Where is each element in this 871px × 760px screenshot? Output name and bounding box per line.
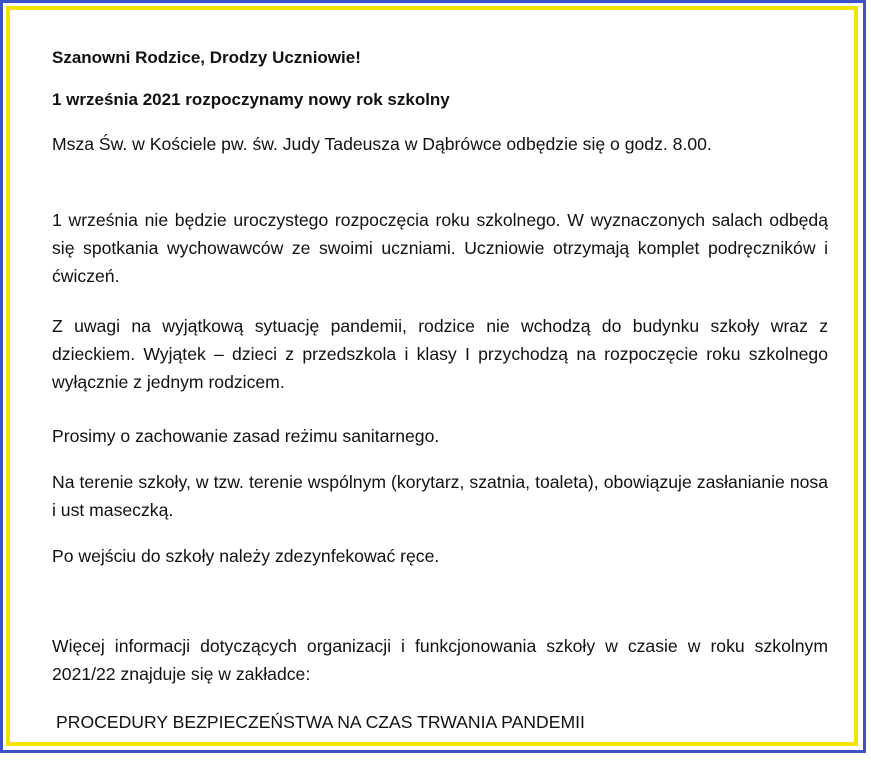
disinfect-paragraph: Po wejściu do szkoły należy zdezynfekować ręce. xyxy=(52,546,440,566)
school-year-heading: 1 września 2021 rozpoczynamy nowy rok szkolny xyxy=(52,90,450,109)
masks-paragraph: Na terenie szkoły, w tzw. terenie wspólnym (korytarz, szatnia, toaleta), obowiązuje zasłanianie nosa i ust maseczką. xyxy=(52,472,828,520)
mass-paragraph: Msza Św. w Kościele pw. św. Judy Tadeusza w Dąbrówce odbędzie się o godz. 8.00. xyxy=(52,134,712,154)
more-info-paragraph: Więcej informacji dotyczących organizacji i funkcjonowania szkoły w czasie w roku szkolnym 2021/22 znajduje się w zakładce: xyxy=(52,636,828,684)
procedures-tab-link[interactable]: PROCEDURY BEZPIECZEŃSTWA NA CZAS TRWANIA PANDEMII xyxy=(56,712,585,732)
sanitary-paragraph: Prosimy o zachowanie zasad reżimu sanitarnego. xyxy=(52,426,440,446)
meetings-paragraph: 1 września nie będzie uroczystego rozpoczęcia roku szkolnego. W wyznaczonych salach odbędą się spotkania wychowawców ze swoimi uczniami. Uczniowie otrzymają komplet podręczników i ćwiczeń. xyxy=(52,210,828,286)
pandemic-entry-paragraph: Z uwagi na wyjątkową sytuację pandemii, rodzice nie wchodzą do budynku szkoły wraz z dzieckiem. Wyjątek – dzieci z przedszkola i klasy I przychodzą na rozpoczęcie roku szkolnego wyłącznie z jednym rodzicem. xyxy=(52,316,828,392)
greeting-heading: Szanowni Rodzice, Drodzy Uczniowie! xyxy=(52,48,361,67)
